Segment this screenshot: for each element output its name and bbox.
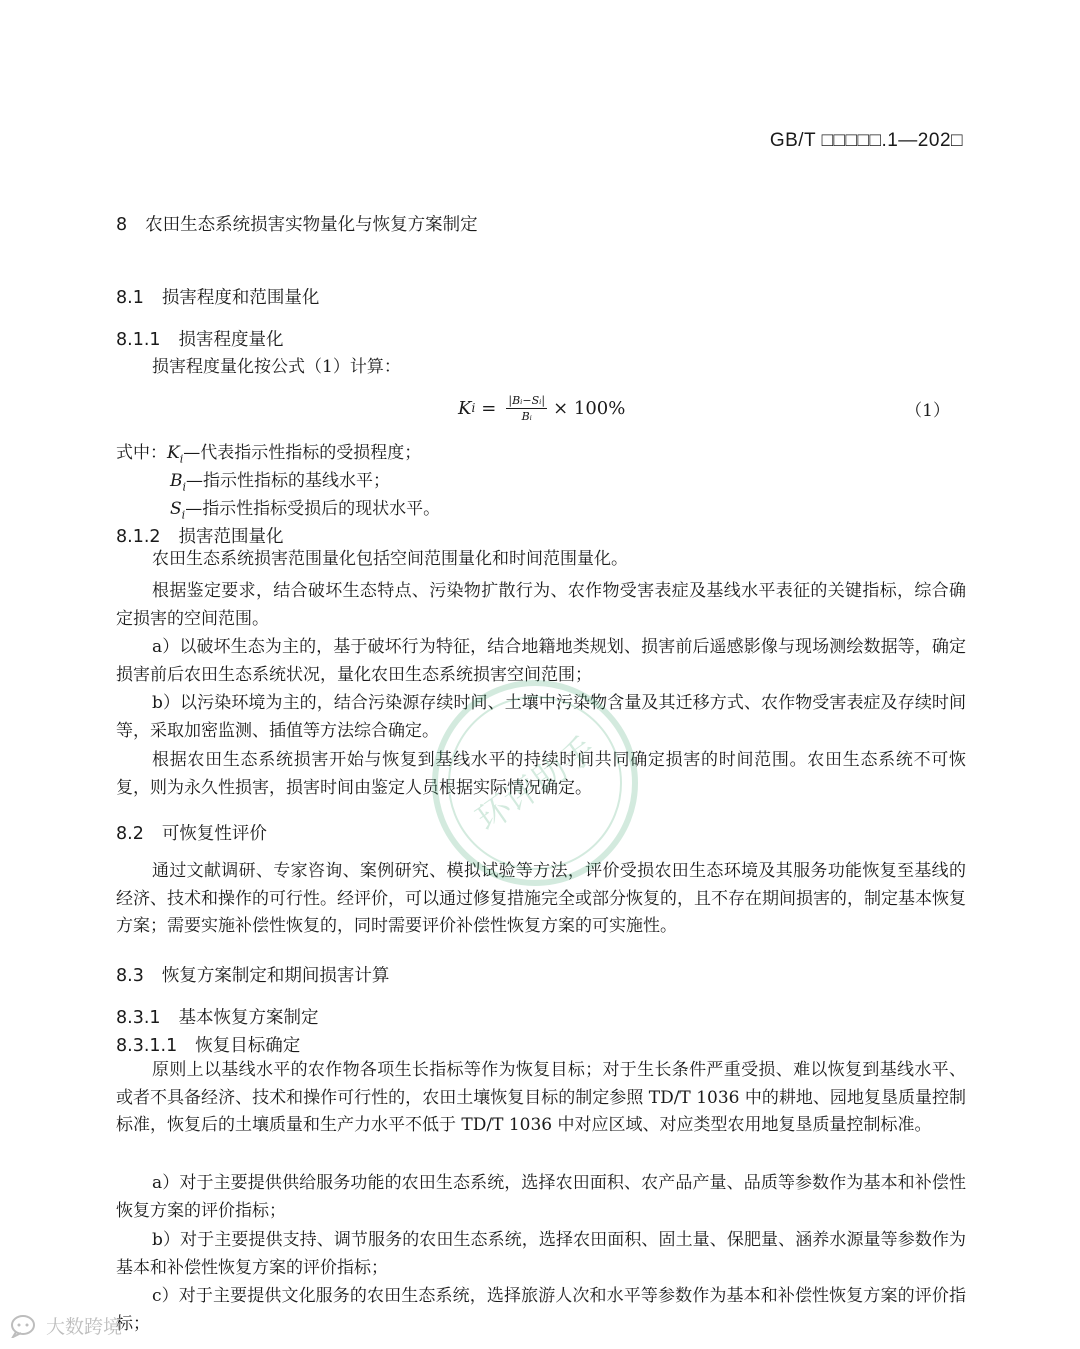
paragraph: a）以破坏生态为主的，基于破坏行为特征，结合地籍地类规划、损害前后遥感影像与现场测绘数据等，确定损害前后农田生态系统状况，量化农田生态系统损害空间范围；	[116, 637, 966, 685]
section-number: 8.1.1	[116, 330, 161, 350]
section-title: 损害程度量化	[178, 330, 284, 350]
paragraph: 通过文献调研、专家咨询、案例研究、模拟试验等方法，评价受损农田生态环境及其服务功能恢复至基线的经济、技术和操作的可行性。经评价，可以通过修复措施完全或部分恢复的，且不存在期间损害的，制定基本恢复方案；需要实施补偿性恢复的，同时需要评价补偿性恢复方案的可实施性。	[116, 861, 966, 937]
source-watermark	[10, 1312, 122, 1339]
stamp-text: 环评助手	[468, 729, 604, 841]
section-number: 8.3	[116, 966, 144, 986]
document-code: GB/T □□□□□.1—202□	[769, 130, 963, 151]
section-title: 恢复方案制定和期间损害计算	[161, 966, 390, 986]
where-label: 式中：	[116, 443, 167, 463]
formula-definition	[170, 494, 440, 521]
section-number: 8.2	[116, 824, 144, 844]
section-title: 损害范围量化	[178, 527, 284, 547]
paragraph: b）对于主要提供支持、调节服务的农田生态系统，选择农田面积、固土量、保肥量、涵养水源量等参数作为基本和补偿性恢复方案的评价指标；	[116, 1230, 966, 1278]
formula-lhs: K	[458, 397, 472, 419]
section-number: 8.3.1	[116, 1008, 161, 1028]
section-title: 基本恢复方案制定	[178, 1008, 319, 1028]
formula-intro: 损害程度量化按公式（1）计算：	[152, 357, 401, 377]
section-number: 8	[116, 215, 128, 235]
paragraph: 根据农田生态系统损害开始与恢复到基线水平的持续时间共同确定损害的时间范围。农田生态系统不可恢复，则为永久性损害，损害时间由鉴定人员根据实际情况确定。	[116, 750, 966, 798]
def-symbol-sub: i	[179, 452, 184, 466]
source-watermark-text: 大数跨境	[46, 1316, 123, 1338]
section-heading-8-1-1	[116, 326, 284, 351]
def-symbol: S	[170, 499, 182, 519]
section-heading-8-2	[116, 820, 267, 845]
paragraph: a）对于主要提供供给服务功能的农田生态系统，选择农田面积、农产品产量、品质等参数作为基本和补偿性恢复方案的评价指标；	[116, 1173, 966, 1221]
formula-numerator: |Bᵢ−Sᵢ|	[508, 393, 546, 407]
section-heading-8-3-1-1	[116, 1032, 300, 1057]
section-number: 8.1	[116, 288, 144, 308]
paragraph: 农田生态系统损害范围量化包括空间范围量化和时间范围量化。	[152, 549, 628, 569]
section-heading-8-1	[116, 284, 319, 309]
paragraph: 根据鉴定要求，结合破坏生态特点、污染物扩散行为、农作物受害表症及基线水平表征的关键指标，综合确定损害的空间范围。	[116, 581, 966, 629]
section-heading-8-3-1	[116, 1004, 319, 1029]
def-symbol: B	[170, 471, 183, 491]
equation-number: （1）	[905, 401, 950, 421]
formula-equals: =	[481, 397, 497, 419]
formula-denominator: Bᵢ	[521, 409, 532, 423]
section-title: 农田生态系统损害实物量化与恢复方案制定	[145, 215, 478, 235]
section-heading-8-1-2	[116, 523, 284, 548]
chat-bubble-icon	[10, 1314, 40, 1338]
def-text: —指示性指标受损后的现状水平。	[185, 499, 441, 519]
formula-fraction	[506, 394, 547, 423]
def-symbol-sub: i	[181, 508, 186, 522]
section-title: 恢复目标确定	[195, 1036, 301, 1056]
section-number: 8.3.1.1	[116, 1036, 178, 1056]
formula-times: × 100%	[553, 397, 626, 419]
paragraph: b）以污染环境为主的，结合污染源存续时间、土壤中污染物含量及其迁移方式、农作物受害表症及存续时间等，采取加密监测、插值等方法综合确定。	[116, 693, 966, 741]
formula-definition	[116, 438, 421, 465]
section-title: 损害程度和范围量化	[161, 288, 320, 308]
def-text: —代表指示性指标的受损程度；	[183, 443, 422, 463]
section-heading-8	[116, 211, 478, 236]
formula-1	[458, 390, 625, 426]
formula-lhs-sub: i	[471, 401, 476, 415]
def-symbol-sub: i	[182, 480, 187, 494]
section-number: 8.1.2	[116, 527, 161, 547]
section-title: 可恢复性评价	[161, 824, 267, 844]
def-text: —指示性指标的基线水平；	[186, 471, 391, 491]
section-heading-8-3	[116, 962, 389, 987]
paragraph: c）对于主要提供文化服务的农田生态系统，选择旅游人次和水平等参数作为基本和补偿性恢复方案的评价指标；	[116, 1286, 966, 1334]
paragraph: 原则上以基线水平的农作物各项生长指标等作为恢复目标；对于生长条件严重受损、难以恢复到基线水平、或者不具备经济、技术和操作可行性的，农田土壤恢复目标的制定参照 TD/T 1036 中的耕地、园地复垦质量控制标准，恢复后的土壤质量和生产力水平不低于 TD/T 1036 中对应区域、对应类型农用地复垦质量控制标准。	[116, 1060, 966, 1136]
formula-definition	[170, 466, 390, 493]
def-symbol: K	[167, 443, 180, 463]
